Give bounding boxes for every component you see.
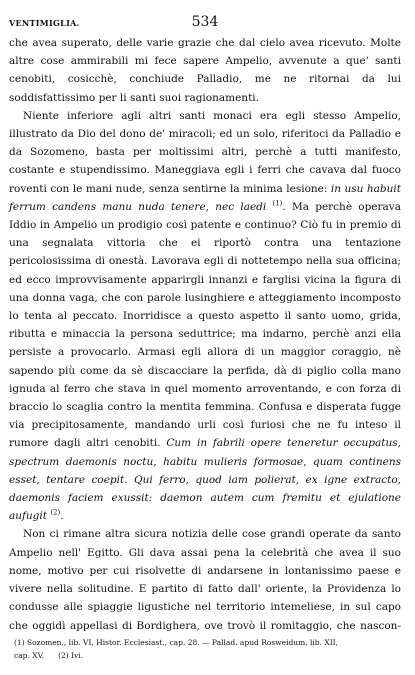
latin-quotation: in usu habuit ferrum candens manu nuda tenere, nec laedi (9, 182, 401, 213)
footnote-reference: (2) (50, 508, 61, 517)
paragraph-1 (9, 34, 401, 107)
footnote-2: (2) Ivi. (58, 651, 84, 660)
paragraph-3 (9, 525, 401, 634)
paragraph-text: Non ci rimane altra sicura notizia delle cose grandi operate da santo Ampelio nell' Egitto. Gli dava assai pena la celebrità che avea il suo nome, motivo per cui risolvette di andarsene in lontanissimo paese e vivere nella solitudine. E partito di fatto dall' oriente, la Providenza lo condusse alle spiaggie ligustiche nel territorio intemeliese, in sul capo che oggidì appellasi di Bordighera, ove trovò il romitaggio, che nascon- (9, 528, 401, 632)
footnote-1-line: (1) Sozomen., lib. VI, Histor. Ecclesiast., cap. 28. — Pallad. apud Rosweidum, lib. XII, (14, 638, 339, 647)
paragraph-text: . Ma perchè operava Iddio in Ampelio un prodigio così patente e continuo? Ciò fu in premio di una segnalata vittoria che ei riportò contra una tentazione pericolosissima di onestà. Lavorava egli di nottetempo nella sua officina; ed ecco improvvisamente apparirgli innanzi e farglisi vicina la figura di una donna vaga, che con parole lusinghiere e atteggiamento incomposto lo tenta al peccato. Inorridisce a questo aspetto il santo uomo, grida, ributta e minaccia la persona seduttrice; ma indarno, perchè anzi ella persiste a provocarlo. Armasi egli allora di un maggior coraggio, nè sapendo più come da sè discacciare la perfida, dà di piglio colla mano ignuda al ferro che stava in quel momento arroventando, e con forza di braccio lo scaglia contro la mentita femmina. Confusa e disperata fugge via precipitosamente, mandando urli così furiosi che ne fu inteso il rumore dagli altri cenobiti. (9, 200, 401, 450)
paragraph-text: Niente inferiore agli altri santi monaci era egli stesso Ampelio, illustrato da Dio del dono de' miracoli; ed un solo, riferitoci da Palladio e da Sozomeno, basta per moltissimi altri, perchè a tutti manifesto, costante e stupendissimo. Maneggiava egli i ferri che cavava dal fuoco roventi con le mani nude, senza sentirne la minima lesione: (9, 109, 401, 195)
footnote-reference: (1) (272, 199, 283, 208)
page-number: 534 (191, 14, 219, 30)
footnote-line-2 (14, 649, 401, 662)
paragraph-text: che avea superato, delle varie grazie che dal cielo avea ricevuto. Molte altre cose ammirabili mi fece sapere Ampelio, avvenute a que' santi cenobiti, cosicchè, conchiude Palladio, me ne ritornai da lui soddisfattissimo per li santi suoi ragionamenti. (9, 37, 401, 104)
paragraph-2 (9, 107, 401, 526)
footnotes (14, 636, 401, 662)
running-head: VENTIMIGLIA. (9, 18, 80, 28)
page-header (9, 14, 401, 34)
body-text (9, 34, 401, 635)
footnote-1-continuation: cap. XV. (14, 651, 45, 660)
paragraph-text: . (60, 510, 64, 523)
latin-quotation: Cum in fabrili opere teneretur occupatus, spectrum daemonis noctu, habitu mulieris formosae, quam continens esset, tentare coepit. Qui ferro, quod iam polierat, ex igne extracto, daemonis faciem exussit: daemon autem cum fremitu et ejulatione aufugit (9, 437, 401, 523)
